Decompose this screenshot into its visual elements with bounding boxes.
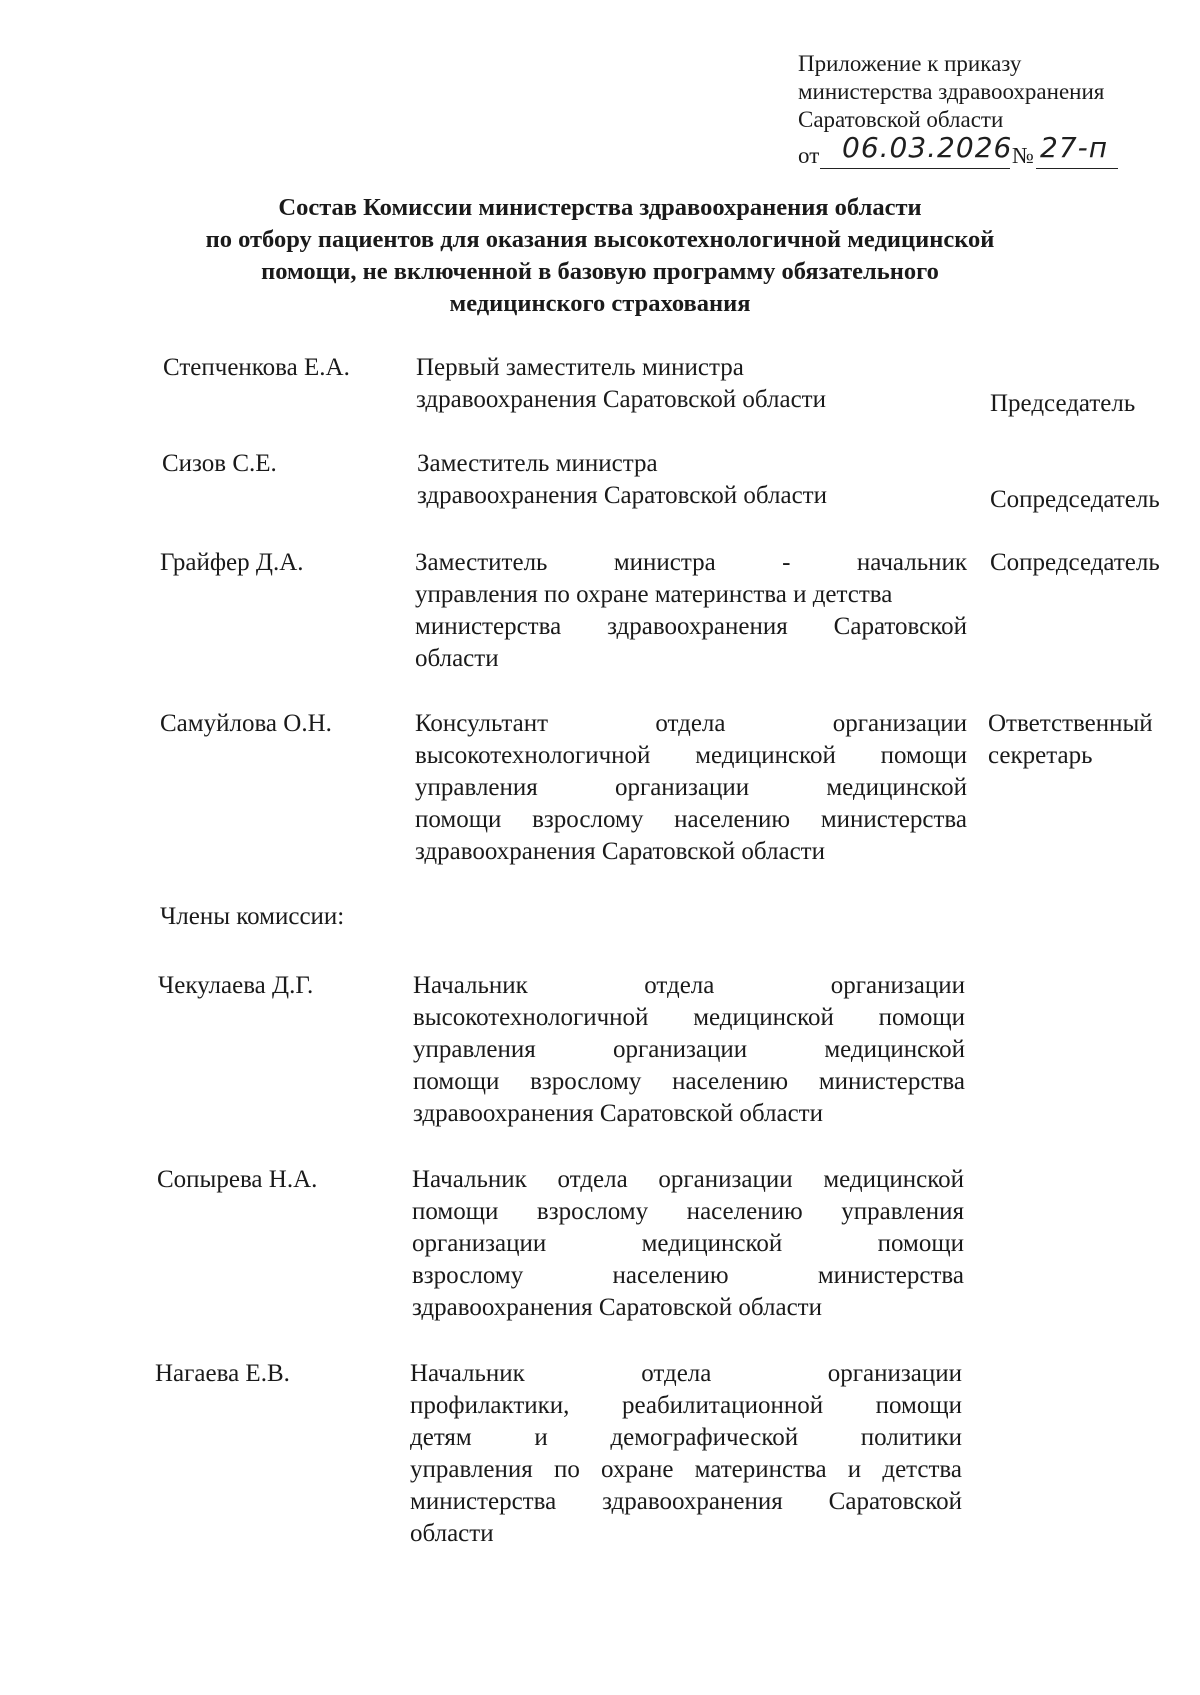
position-line: управления организации медицинской: [413, 1036, 965, 1063]
position-line: организации медицинской помощи: [412, 1230, 964, 1257]
member-role: [988, 708, 1198, 772]
position-line: Консультант отдела организации: [415, 710, 967, 737]
document-title: [150, 192, 1050, 320]
member-position: [416, 352, 968, 416]
number-underline: [1036, 168, 1118, 169]
position-line: взрослому населению министерства: [412, 1262, 964, 1289]
member-position: [415, 547, 967, 675]
position-line: здравоохранения Саратовской области: [413, 1100, 823, 1127]
position-line: здравоохранения Саратовской области: [415, 838, 825, 865]
appendix-line-2: министерства здравоохранения: [798, 79, 1105, 104]
position-line: детям и демографической политики: [410, 1424, 962, 1451]
position-line: здравоохранения Саратовской области: [416, 386, 826, 413]
date-prefix: от: [798, 143, 820, 168]
position-line: области: [415, 645, 499, 672]
position-line: высокотехнологичной медицинской помощи: [415, 742, 967, 769]
title-line: по отбору пациентов для оказания высокотехнологичной медицинской: [205, 226, 995, 253]
position-line: управления по охране материнства и детства: [410, 1456, 962, 1483]
position-line: помощи взрослому населению министерства: [415, 806, 967, 833]
appendix-note: [798, 50, 1188, 170]
position-line: Заместитель министра - начальник: [415, 549, 967, 576]
appendix-line-1: Приложение к приказу: [798, 51, 1022, 76]
member-name: Нагаева Е.В.: [155, 1360, 290, 1387]
role-line: Председатель: [990, 390, 1136, 417]
role-line: Ответственный: [988, 710, 1153, 737]
position-line: министерства здравоохранения Саратовской: [410, 1488, 962, 1515]
position-line: Начальник отдела организации медицинской: [412, 1166, 964, 1193]
number-prefix: №: [1012, 143, 1034, 168]
title-line: Состав Комиссии министерства здравоохранения области: [278, 194, 922, 221]
member-role: [990, 484, 1200, 516]
member-name: Чекулаева Д.Г.: [158, 972, 314, 999]
member-position: [417, 448, 969, 512]
member-position: [412, 1164, 964, 1324]
role-line: Сопредседатель: [990, 486, 1160, 513]
member-name: Сопырева Н.А.: [157, 1166, 318, 1193]
role-line: секретарь: [988, 742, 1093, 769]
title-line: помощи, не включенной в базовую программу обязательного: [261, 258, 939, 285]
position-line: Начальник отдела организации: [410, 1360, 962, 1387]
member-name: Сизов С.Е.: [162, 450, 277, 477]
position-line: помощи взрослому населению министерства: [413, 1068, 965, 1095]
member-role: [990, 388, 1200, 420]
appendix-line-3: Саратовской области: [798, 107, 1004, 132]
member-position: [415, 708, 967, 868]
position-line: здравоохранения Саратовской области: [417, 482, 827, 509]
title-line: медицинского страхования: [449, 290, 751, 317]
position-line: министерства здравоохранения Саратовской: [415, 613, 967, 640]
position-line: управления по охране материнства и детства: [415, 581, 893, 608]
position-line: области: [410, 1520, 494, 1547]
handwritten-date: 06.03.2026: [842, 131, 1013, 164]
position-line: здравоохранения Саратовской области: [412, 1294, 822, 1321]
position-line: высокотехнологичной медицинской помощи: [413, 1004, 965, 1031]
members-label: Члены комиссии:: [160, 903, 345, 930]
member-name: Грайфер Д.А.: [160, 549, 304, 576]
position-line: помощи взрослому населению управления: [412, 1198, 964, 1225]
handwritten-number: 27-п: [1040, 131, 1109, 164]
position-line: Заместитель министра: [417, 450, 658, 477]
member-role: [990, 547, 1200, 579]
order-date-number: [798, 131, 1188, 170]
date-underline: [820, 168, 1010, 169]
member-position: [410, 1358, 962, 1550]
position-line: Первый заместитель министра: [416, 354, 744, 381]
member-name: Самуйлова О.Н.: [160, 710, 332, 737]
position-line: Начальник отдела организации: [413, 972, 965, 999]
member-position: [413, 970, 965, 1130]
role-line: Сопредседатель: [990, 549, 1160, 576]
member-name: Степченкова Е.А.: [163, 354, 350, 381]
position-line: управления организации медицинской: [415, 774, 967, 801]
position-line: профилактики, реабилитационной помощи: [410, 1392, 962, 1419]
